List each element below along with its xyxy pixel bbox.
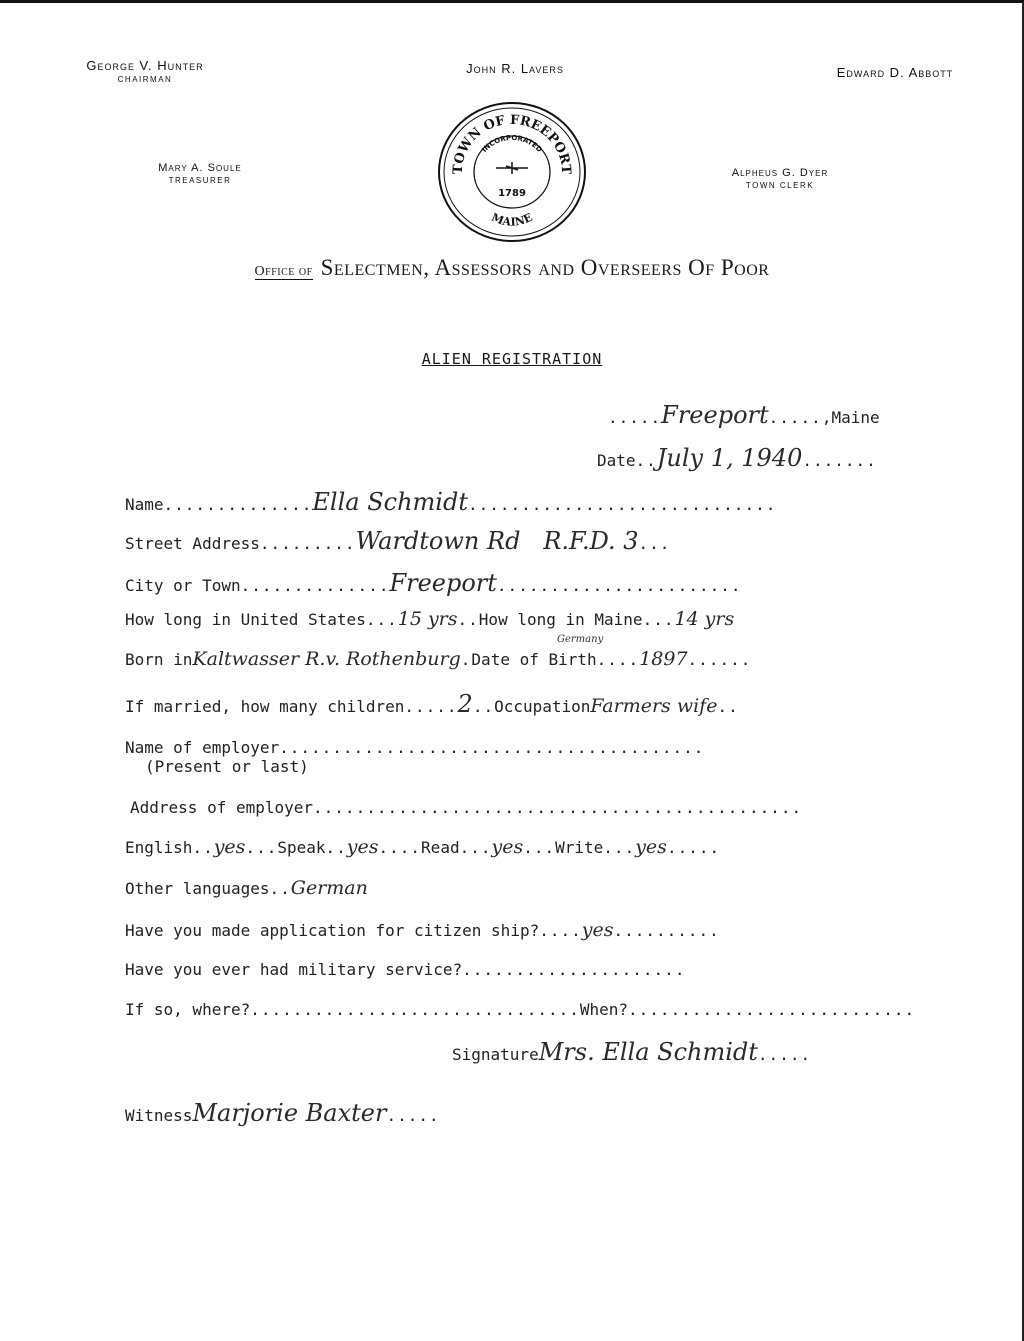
citizenship-value: yes — [581, 919, 614, 941]
signature-value: Mrs. Ella Schmidt — [538, 1038, 758, 1066]
born-line: Born inKaltwasser R.v. Rothenburg.Date of Birth....1897...... — [125, 648, 752, 670]
years-us-label: How long in United States — [125, 610, 366, 629]
official-clerk-title: TOWN CLERK — [745, 181, 815, 190]
office-title: Selectmen, Assessors and Overseers Of Poor — [320, 255, 770, 280]
official-chairman-title: CHAIRMAN — [117, 75, 173, 84]
date-value: July 1, 1940 — [656, 444, 803, 472]
name-value: Ella Schmidt — [312, 488, 468, 516]
when-label: When? — [579, 1000, 629, 1019]
official-treasurer-name: Mary A. Soule — [158, 162, 242, 174]
born-value: Kaltwasser R.v. Rothenburg — [192, 648, 461, 670]
read-value: yes — [491, 836, 524, 858]
date-line: Date..July 1, 1940....... — [597, 444, 877, 472]
name-line: Name..............Ella Schmidt............................. — [125, 488, 777, 516]
street-line: Street Address.........Wardtown Rd R.F.D. 3... — [125, 527, 671, 555]
witness-line: WitnessMarjorie Baxter..... — [125, 1099, 440, 1127]
town-line: .....Freeport.....,Maine — [608, 401, 880, 429]
write-label: Write — [555, 838, 604, 857]
employer-line: Name of employer........................................ — [125, 738, 705, 757]
residence-line: How long in United States...15 yrs..How long in Maine...14 yrs — [125, 608, 735, 630]
other-languages-value: German — [290, 877, 368, 899]
years-maine-label: How long in Maine — [478, 610, 643, 629]
official-treasurer — [130, 162, 270, 185]
where-label: If so, where? — [125, 1000, 251, 1019]
military-line: Have you ever had military service?..................... — [125, 960, 686, 979]
city-value: Freeport — [389, 569, 497, 597]
employer-address-label: Address of employer — [130, 798, 314, 817]
english-line: English..yes...Speak..yes....Read...yes...Write...yes..... — [125, 836, 721, 858]
write-value: yes — [635, 836, 667, 858]
official-clerk — [700, 167, 860, 190]
office-heading — [0, 255, 1024, 281]
english-label: English — [125, 838, 193, 857]
seal-emblem-icon — [496, 162, 528, 174]
other-languages-label: Other languages — [125, 879, 270, 898]
office-prefix: Office of — [254, 264, 313, 279]
children-line: If married, how many children.....2..OccupationFarmers wife.. — [125, 690, 739, 718]
town-suffix: ,Maine — [821, 408, 880, 427]
seal-bottom-text: MAINE — [489, 210, 535, 229]
street-value: Wardtown Rd R.F.D. 3 — [355, 527, 639, 555]
other-languages-line: Other languages..German — [125, 877, 368, 899]
seal-year: 1789 — [498, 188, 526, 199]
official-clerk-name: Alpheus G. Dyer — [731, 167, 829, 179]
citizenship-line: Have you made application for citizen ship?....yes.......... — [125, 919, 720, 941]
town-value: Freeport — [661, 401, 769, 429]
read-label: Read — [421, 838, 460, 857]
employer-sublabel: (Present or last) — [145, 757, 309, 776]
signature-line: SignatureMrs. Ella Schmidt..... — [452, 1038, 812, 1066]
official-right — [800, 65, 990, 80]
where-line: If so, where?...............................When?........................... — [125, 1000, 916, 1019]
years-us-value: 15 yrs — [397, 608, 458, 630]
name-label: Name — [125, 495, 164, 514]
date-label: Date — [597, 451, 636, 470]
seal-top-text: TOWN OF FREEPORT — [450, 112, 574, 175]
town-seal — [436, 100, 588, 245]
children-value: 2 — [457, 690, 473, 718]
born-note: Germany — [557, 634, 604, 645]
city-label: City or Town — [125, 576, 241, 595]
speak-label: Speak — [277, 838, 326, 857]
official-center-name: John R. Lavers — [466, 61, 564, 76]
official-right-name: Edward D. Abbott — [836, 65, 954, 80]
street-label: Street Address — [125, 534, 260, 553]
years-maine-value: 14 yrs — [674, 608, 735, 630]
official-chairman-name: George V. Hunter — [86, 58, 204, 73]
witness-label: Witness — [125, 1106, 193, 1125]
city-line: City or Town..............Freeport....................... — [125, 569, 742, 597]
dob-label: Date of Birth — [471, 650, 597, 669]
military-label: Have you ever had military service? — [125, 960, 463, 979]
employer-label: Name of employer — [125, 738, 280, 757]
employer-address-line: Address of employer.............................................. — [130, 798, 803, 817]
born-label: Born in — [125, 650, 193, 669]
form-title: ALIEN REGISTRATION — [421, 350, 603, 368]
signature-label: Signature — [452, 1045, 539, 1064]
speak-value: yes — [346, 836, 379, 858]
official-treasurer-title: TREASURER — [168, 176, 232, 185]
dob-value: 1897 — [639, 648, 688, 670]
witness-value: Marjorie Baxter — [192, 1099, 387, 1127]
occupation-value: Farmers wife — [590, 695, 718, 717]
citizenship-label: Have you made application for citizen ship? — [125, 921, 540, 940]
children-label: If married, how many children — [125, 697, 405, 716]
official-center — [425, 61, 605, 76]
occupation-label: Occupation — [494, 697, 591, 716]
seal-middle-text: INCORPORATED — [480, 133, 544, 154]
english-value: yes — [213, 836, 246, 858]
official-chairman — [55, 58, 235, 84]
